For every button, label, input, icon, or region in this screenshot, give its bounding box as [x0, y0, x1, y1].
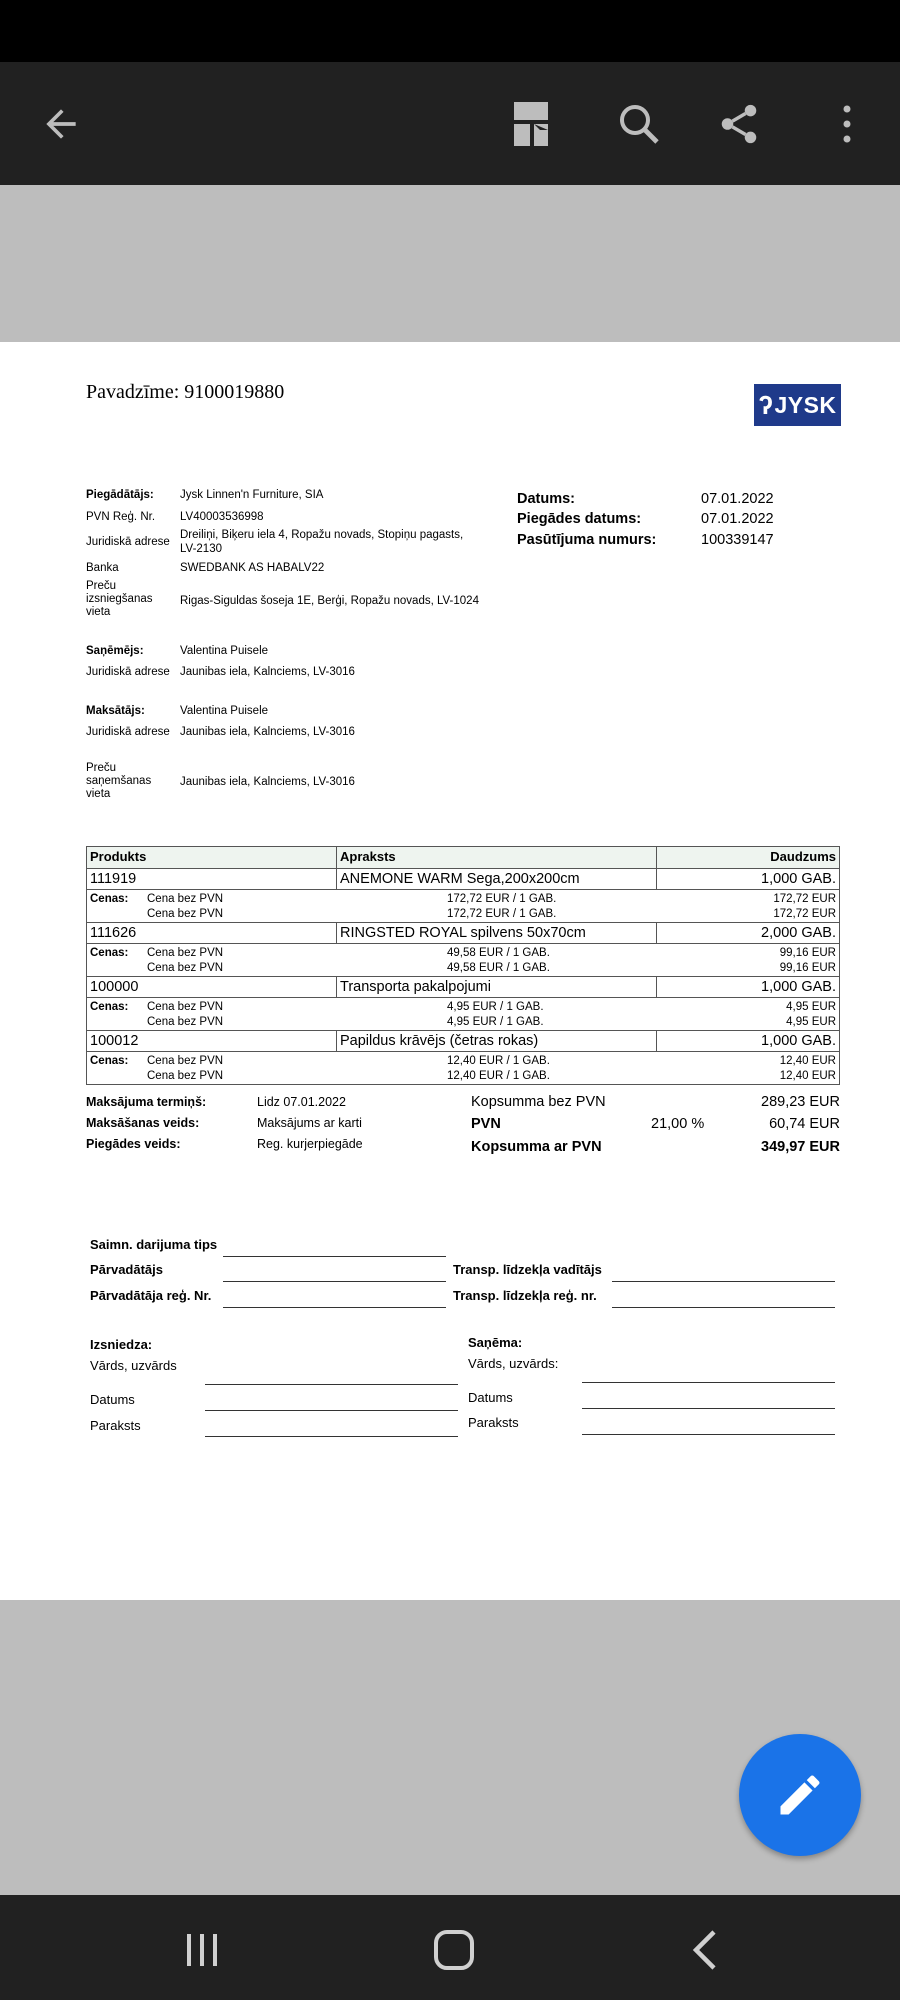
issued-sign-label: Paraksts	[90, 1418, 141, 1433]
price-name: Cena bez PVN	[147, 908, 224, 920]
unit-price: 49,58 EUR / 1 GAB.	[447, 947, 550, 959]
back-arrow-icon[interactable]	[30, 93, 92, 155]
payer-address-value: Jaunibas iela, Kalnciems, LV-3016	[180, 726, 355, 738]
vat-total-label: PVN	[471, 1116, 501, 1132]
receiver-label: Saņēmējs:	[86, 645, 144, 657]
vat-rate: 21,00 %	[651, 1116, 705, 1132]
delivery-method-label: Piegādes veids:	[86, 1137, 181, 1151]
line-total: 4,95 EUR	[786, 1001, 836, 1013]
nav-back-icon[interactable]	[676, 1925, 736, 1975]
unit-price: 49,58 EUR / 1 GAB.	[447, 962, 550, 974]
line-total: 172,72 EUR	[773, 893, 836, 905]
doc-title: Pavadzīme: 9100019880	[86, 381, 285, 403]
table-row	[87, 976, 839, 997]
received-sign-line	[582, 1434, 835, 1435]
system-nav-bar	[0, 1895, 900, 2000]
unit-price: 12,40 EUR / 1 GAB.	[447, 1070, 550, 1082]
date-label: Datums:	[517, 491, 576, 507]
line-total: 99,16 EUR	[779, 947, 836, 959]
issued-name-line	[205, 1384, 458, 1385]
payment-method-label: Maksāšanas veids:	[86, 1116, 200, 1130]
more-vert-icon[interactable]	[816, 93, 878, 155]
price-row	[87, 1051, 839, 1084]
edit-button[interactable]	[739, 1734, 861, 1856]
jysk-logo: ʔ JYSK	[754, 384, 841, 426]
recent-apps-icon[interactable]	[172, 1925, 232, 1975]
vehicle-reg-line	[612, 1307, 835, 1308]
line-total: 12,40 EUR	[779, 1070, 836, 1082]
item-code: 100012	[87, 1031, 337, 1051]
issue-place-label: Preču izsniegšanas vieta	[86, 580, 153, 618]
line-total: 172,72 EUR	[773, 908, 836, 920]
received-date-line	[582, 1408, 835, 1409]
table-header	[87, 847, 839, 868]
item-code: 111919	[87, 869, 337, 889]
vat-total-value: 60,74 EUR	[769, 1116, 840, 1132]
line-total: 4,95 EUR	[786, 1016, 836, 1028]
item-code: 111626	[87, 923, 337, 943]
grand-total-label: Kopsumma ar PVN	[471, 1139, 602, 1155]
price-name: Cena bez PVN	[147, 1070, 224, 1082]
price-label: Cenas:	[90, 893, 129, 905]
issued-name-label: Vārds, uzvārds	[90, 1358, 177, 1373]
item-description: Transporta pakalpojumi	[337, 977, 657, 997]
unit-price: 4,95 EUR / 1 GAB.	[447, 1016, 544, 1028]
delivery-date-value: 07.01.2022	[701, 511, 774, 527]
table-row	[87, 922, 839, 943]
line-total: 99,16 EUR	[779, 962, 836, 974]
delivery-method-value: Reg. kurjerpiegāde	[257, 1137, 363, 1151]
subtotal-label: Kopsumma bez PVN	[471, 1094, 606, 1110]
received-name-label: Vārds, uzvārds:	[468, 1356, 559, 1371]
price-label: Cenas:	[90, 1055, 129, 1067]
payer-value: Valentina Puisele	[180, 705, 269, 717]
order-value: 100339147	[701, 532, 774, 548]
price-row	[87, 943, 839, 976]
item-quantity: 2,000 GAB.	[761, 925, 836, 941]
item-quantity: 1,000 GAB.	[761, 871, 836, 887]
bank-label: Banka	[86, 562, 119, 574]
supplier-value: Jysk Linnen'n Furniture, SIA	[180, 489, 324, 501]
item-description: ANEMONE WARM Sega,200x200cm	[337, 869, 657, 889]
receive-place-label: Preču saņemšanas vieta	[86, 762, 152, 800]
invoice-page	[0, 342, 900, 1600]
vehicle-reg-label: Transp. līdzekļa reģ. nr.	[453, 1288, 597, 1303]
supplier-address-label: Juridiskā adrese	[86, 536, 170, 548]
received-date-label: Datums	[468, 1390, 513, 1405]
issued-date-line	[205, 1410, 458, 1411]
supplier-address-1: Dreiliņi, Biķeru iela 4, Ropažu novads, Stopiņu pagasts,	[180, 529, 464, 541]
delivery-date-label: Piegādes datums:	[517, 511, 642, 527]
vat-value: LV40003536998	[180, 511, 264, 523]
table-row	[87, 868, 839, 889]
unit-price: 12,40 EUR / 1 GAB.	[447, 1055, 550, 1067]
unit-price: 172,72 EUR / 1 GAB.	[447, 893, 557, 905]
issued-sign-line	[205, 1436, 458, 1437]
price-name: Cena bez PVN	[147, 1001, 224, 1013]
vehicle-driver-label: Transp. līdzekļa vadītājs	[453, 1262, 602, 1277]
price-name: Cena bez PVN	[147, 947, 224, 959]
payer-address-label: Juridiskā adrese	[86, 726, 170, 738]
subtotal-value: 289,23 EUR	[761, 1094, 840, 1110]
issue-place-value: Rigas-Siguldas šoseja 1E, Berģi, Ropažu novads, LV-1024	[180, 595, 479, 607]
supplier-label: Piegādātājs:	[86, 489, 154, 501]
header-product: Produkts	[87, 847, 337, 868]
unit-price: 4,95 EUR / 1 GAB.	[447, 1001, 544, 1013]
price-label: Cenas:	[90, 1001, 129, 1013]
grand-total-value: 349,97 EUR	[761, 1139, 840, 1155]
unit-price: 172,72 EUR / 1 GAB.	[447, 908, 557, 920]
item-description: RINGSTED ROYAL spilvens 50x70cm	[337, 923, 657, 943]
carrier-line	[223, 1281, 446, 1282]
receiver-address-label: Juridiskā adrese	[86, 666, 170, 678]
header-quantity: Daudzums	[770, 849, 836, 864]
issued-date-label: Datums	[90, 1392, 135, 1407]
price-label: Cenas:	[90, 947, 129, 959]
price-row	[87, 997, 839, 1030]
home-icon[interactable]	[424, 1925, 484, 1975]
price-name: Cena bez PVN	[147, 893, 224, 905]
deal-type-line	[223, 1256, 446, 1257]
vat-label: PVN Reģ. Nr.	[86, 511, 156, 523]
receiver-value: Valentina Puisele	[180, 645, 269, 657]
supplier-address-2: LV-2130	[180, 543, 222, 555]
edit-pencil-icon	[774, 1769, 826, 1821]
payment-term-value: Lidz 07.01.2022	[257, 1095, 346, 1109]
line-total: 12,40 EUR	[779, 1055, 836, 1067]
carrier-label: Pārvadātājs	[90, 1262, 163, 1277]
order-label: Pasūtījuma numurs:	[517, 532, 657, 548]
payment-term-label: Maksājuma termiņš:	[86, 1095, 207, 1109]
carrier-reg-line	[223, 1307, 446, 1308]
share-icon[interactable]	[708, 93, 770, 155]
top-toolbar	[0, 62, 900, 185]
payer-label: Maksātājs:	[86, 705, 145, 717]
item-quantity: 1,000 GAB.	[761, 979, 836, 995]
document-viewer[interactable]	[0, 185, 900, 1895]
carrier-reg-label: Pārvadātāja reģ. Nr.	[90, 1288, 212, 1303]
item-code: 100000	[87, 977, 337, 997]
table-row	[87, 1030, 839, 1051]
bank-value: SWEDBANK AS HABALV22	[180, 562, 325, 574]
status-bar	[0, 0, 900, 62]
receiver-address-value: Jaunibas iela, Kalnciems, LV-3016	[180, 666, 355, 678]
received-label: Saņēma:	[468, 1335, 523, 1350]
document-layout-icon[interactable]	[500, 93, 562, 155]
deal-type-label: Saimn. darijuma tips	[90, 1237, 218, 1252]
header-description: Apraksts	[337, 847, 657, 868]
price-name: Cena bez PVN	[147, 1016, 224, 1028]
received-sign-label: Paraksts	[468, 1415, 519, 1430]
item-description: Papildus krāvējs (četras rokas)	[337, 1031, 657, 1051]
date-value: 07.01.2022	[701, 491, 774, 507]
received-name-line	[582, 1382, 835, 1383]
search-icon[interactable]	[608, 93, 670, 155]
items-table	[86, 846, 840, 1085]
payment-method-value: Maksājums ar karti	[257, 1116, 362, 1130]
price-row	[87, 889, 839, 922]
receive-place-value: Jaunibas iela, Kalnciems, LV-3016	[180, 776, 355, 788]
price-name: Cena bez PVN	[147, 962, 224, 974]
price-name: Cena bez PVN	[147, 1055, 224, 1067]
item-quantity: 1,000 GAB.	[761, 1033, 836, 1049]
issued-label: Izsniedza:	[90, 1337, 153, 1352]
vehicle-driver-line	[612, 1281, 835, 1282]
